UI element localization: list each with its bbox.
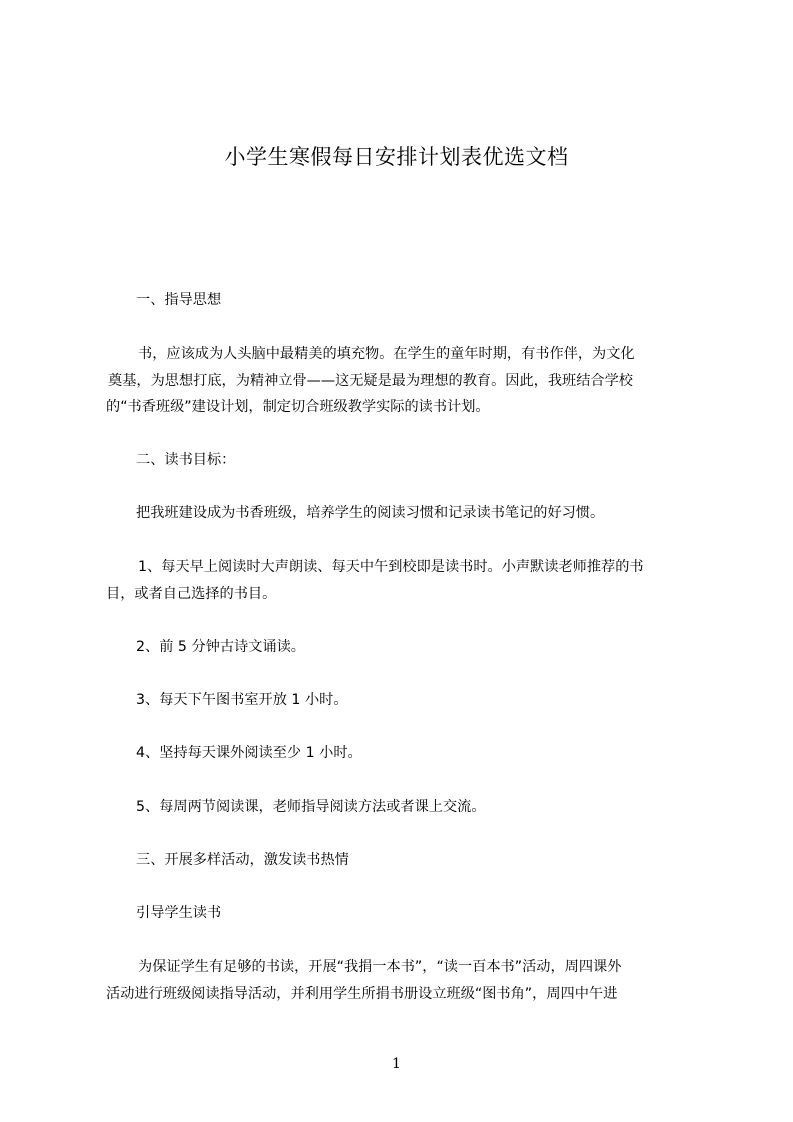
paragraph-line: 书，应该成为人头脑中最精美的填充物。在学生的童年时期，有书作伴，为文化 (138, 346, 635, 362)
goal-item-1 (106, 554, 716, 607)
paragraph-reading-goals: 把我班建设成为书香班级，培养学生的阅读习惯和记录读书笔记的好习惯。 (136, 505, 605, 521)
document-title: 小学生寒假每日安排计划表优选文档 (224, 145, 569, 169)
goal-item-3: 3、每天下午图书室开放 1 小时。 (136, 692, 348, 708)
heading-activities: 三、开展多样活动，激发读书热情 (136, 852, 349, 868)
paragraph-activities (106, 954, 716, 1007)
goal-item-4: 4、坚持每天课外阅读至少 1 小时。 (136, 745, 362, 761)
heading-reading-goals: 二、读书目标： (136, 452, 236, 468)
paragraph-line: 奠基，为思想打底，为精神立骨——这无疑是最为理想的教育。因此，我班结合学校 (108, 372, 633, 389)
paragraph-line: 目，或者自己选择的书目。 (106, 585, 277, 602)
sub-heading-guide-reading: 引导学生读书 (136, 905, 222, 921)
goal-item-5: 5、每周两节阅读课，老师指导阅读方法或者课上交流。 (136, 799, 486, 815)
paragraph-line: 1、每天早上阅读时大声朗读、每天中午到校即是读书时。小声默读老师推荐的书 (138, 559, 644, 575)
paragraph-guiding-ideology (106, 341, 716, 421)
page-number: 1 (392, 1056, 401, 1072)
heading-guiding-ideology: 一、指导思想 (136, 292, 222, 308)
paragraph-line: 为保证学生有足够的书读，开展“我捐一本书”，“读一百本书”活动，周四课外 (138, 959, 622, 975)
paragraph-line: 活动进行班级阅读指导活动，并利用学生所捐书册设立班级“图书角”，周四中午进 (106, 985, 618, 1002)
goal-item-2: 2、前 5 分钟古诗文诵读。 (136, 639, 305, 655)
paragraph-line: 的“书香班级”建设计划，制定切合班级教学实际的读书计划。 (106, 399, 490, 415)
